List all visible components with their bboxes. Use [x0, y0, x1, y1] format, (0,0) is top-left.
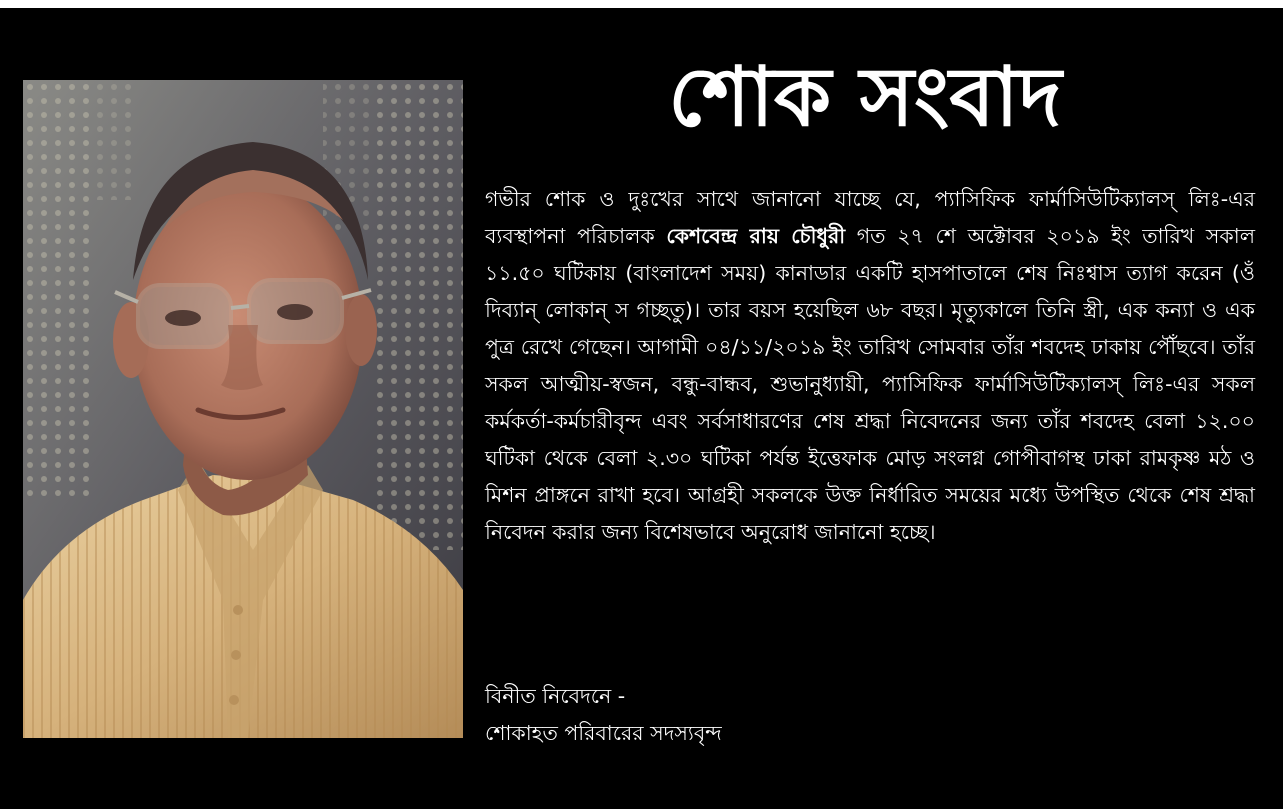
notice-intro: গভীর শোক ও দুঃখের সাথে জানানো যাচ্ছে যে, প্যাসিফিক ফার্মাসিউটিক্যালস্ লিঃ-এর ব্যবস্থাপনা পরিচালক	[485, 187, 1255, 248]
notice-details: গত ২৭ শে অক্টোবর ২০১৯ ইং তারিখ সকাল ১১.৫০ ঘটিকায় (বাংলাদেশ সময়) কানাডার একটি হাসপাতালে শেষ নিঃশ্বাস ত্যাগ করেন (ওঁ দিব্যান্ লোকান্ স গচ্ছতু)। তার বয়স হয়েছিল ৬৮ বছর। মৃত্যুকালে তিনি স্ত্রী, এক কন্যা ও এক পুত্র রেখে গেছেন। আগামী ০৪/১১/২০১৯ ইং তারিখ সোমবার তাঁর শবদেহ ঢাকায় পৌঁছবে। তাঁর সকল আত্মীয়-স্বজন, বন্ধু-বান্ধব, শুভানুধ্যায়ী, প্যাসিফিক ফার্মাসিউটিক্যালস্ লিঃ-এর সকল কর্মকর্তা-কর্মচারীবৃন্দ এবং সর্বসাধারণের শেষ শ্রদ্ধা নিবেদনের জন্য তাঁর শবদেহ বেলা ১২.০০ ঘটিকা থেকে বেলা ২.৩০ ঘটিকা পর্যন্ত ইত্তেফাক মোড় সংলগ্ন গোপীবাগস্থ ঢাকা রামকৃষ্ণ মঠ ও মিশন প্রাঙ্গনে রাখা হবে। আগ্রহী সকলকে উক্ত নির্ধারিত সময়ের মধ্যে উপস্থিত থেকে শেষ শ্রদ্ধা নিবেদন করার জন্য বিশেষভাবে অনুরোধ জানানো হচ্ছে।	[485, 224, 1255, 544]
signoff-salutation: বিনীত নিবেদনে -	[485, 684, 626, 708]
portrait-photo	[23, 80, 463, 738]
obituary-notice	[0, 8, 1283, 809]
deceased-name: কেশবেন্দ্র রায় চৌধুরী	[666, 224, 846, 248]
signoff	[485, 678, 722, 752]
page-title: শোক সংবাদ	[668, 50, 1062, 145]
notice-body	[485, 181, 1255, 551]
signoff-signature: শোকাহত পরিবারের সদস্যবৃন্দ	[485, 721, 722, 745]
